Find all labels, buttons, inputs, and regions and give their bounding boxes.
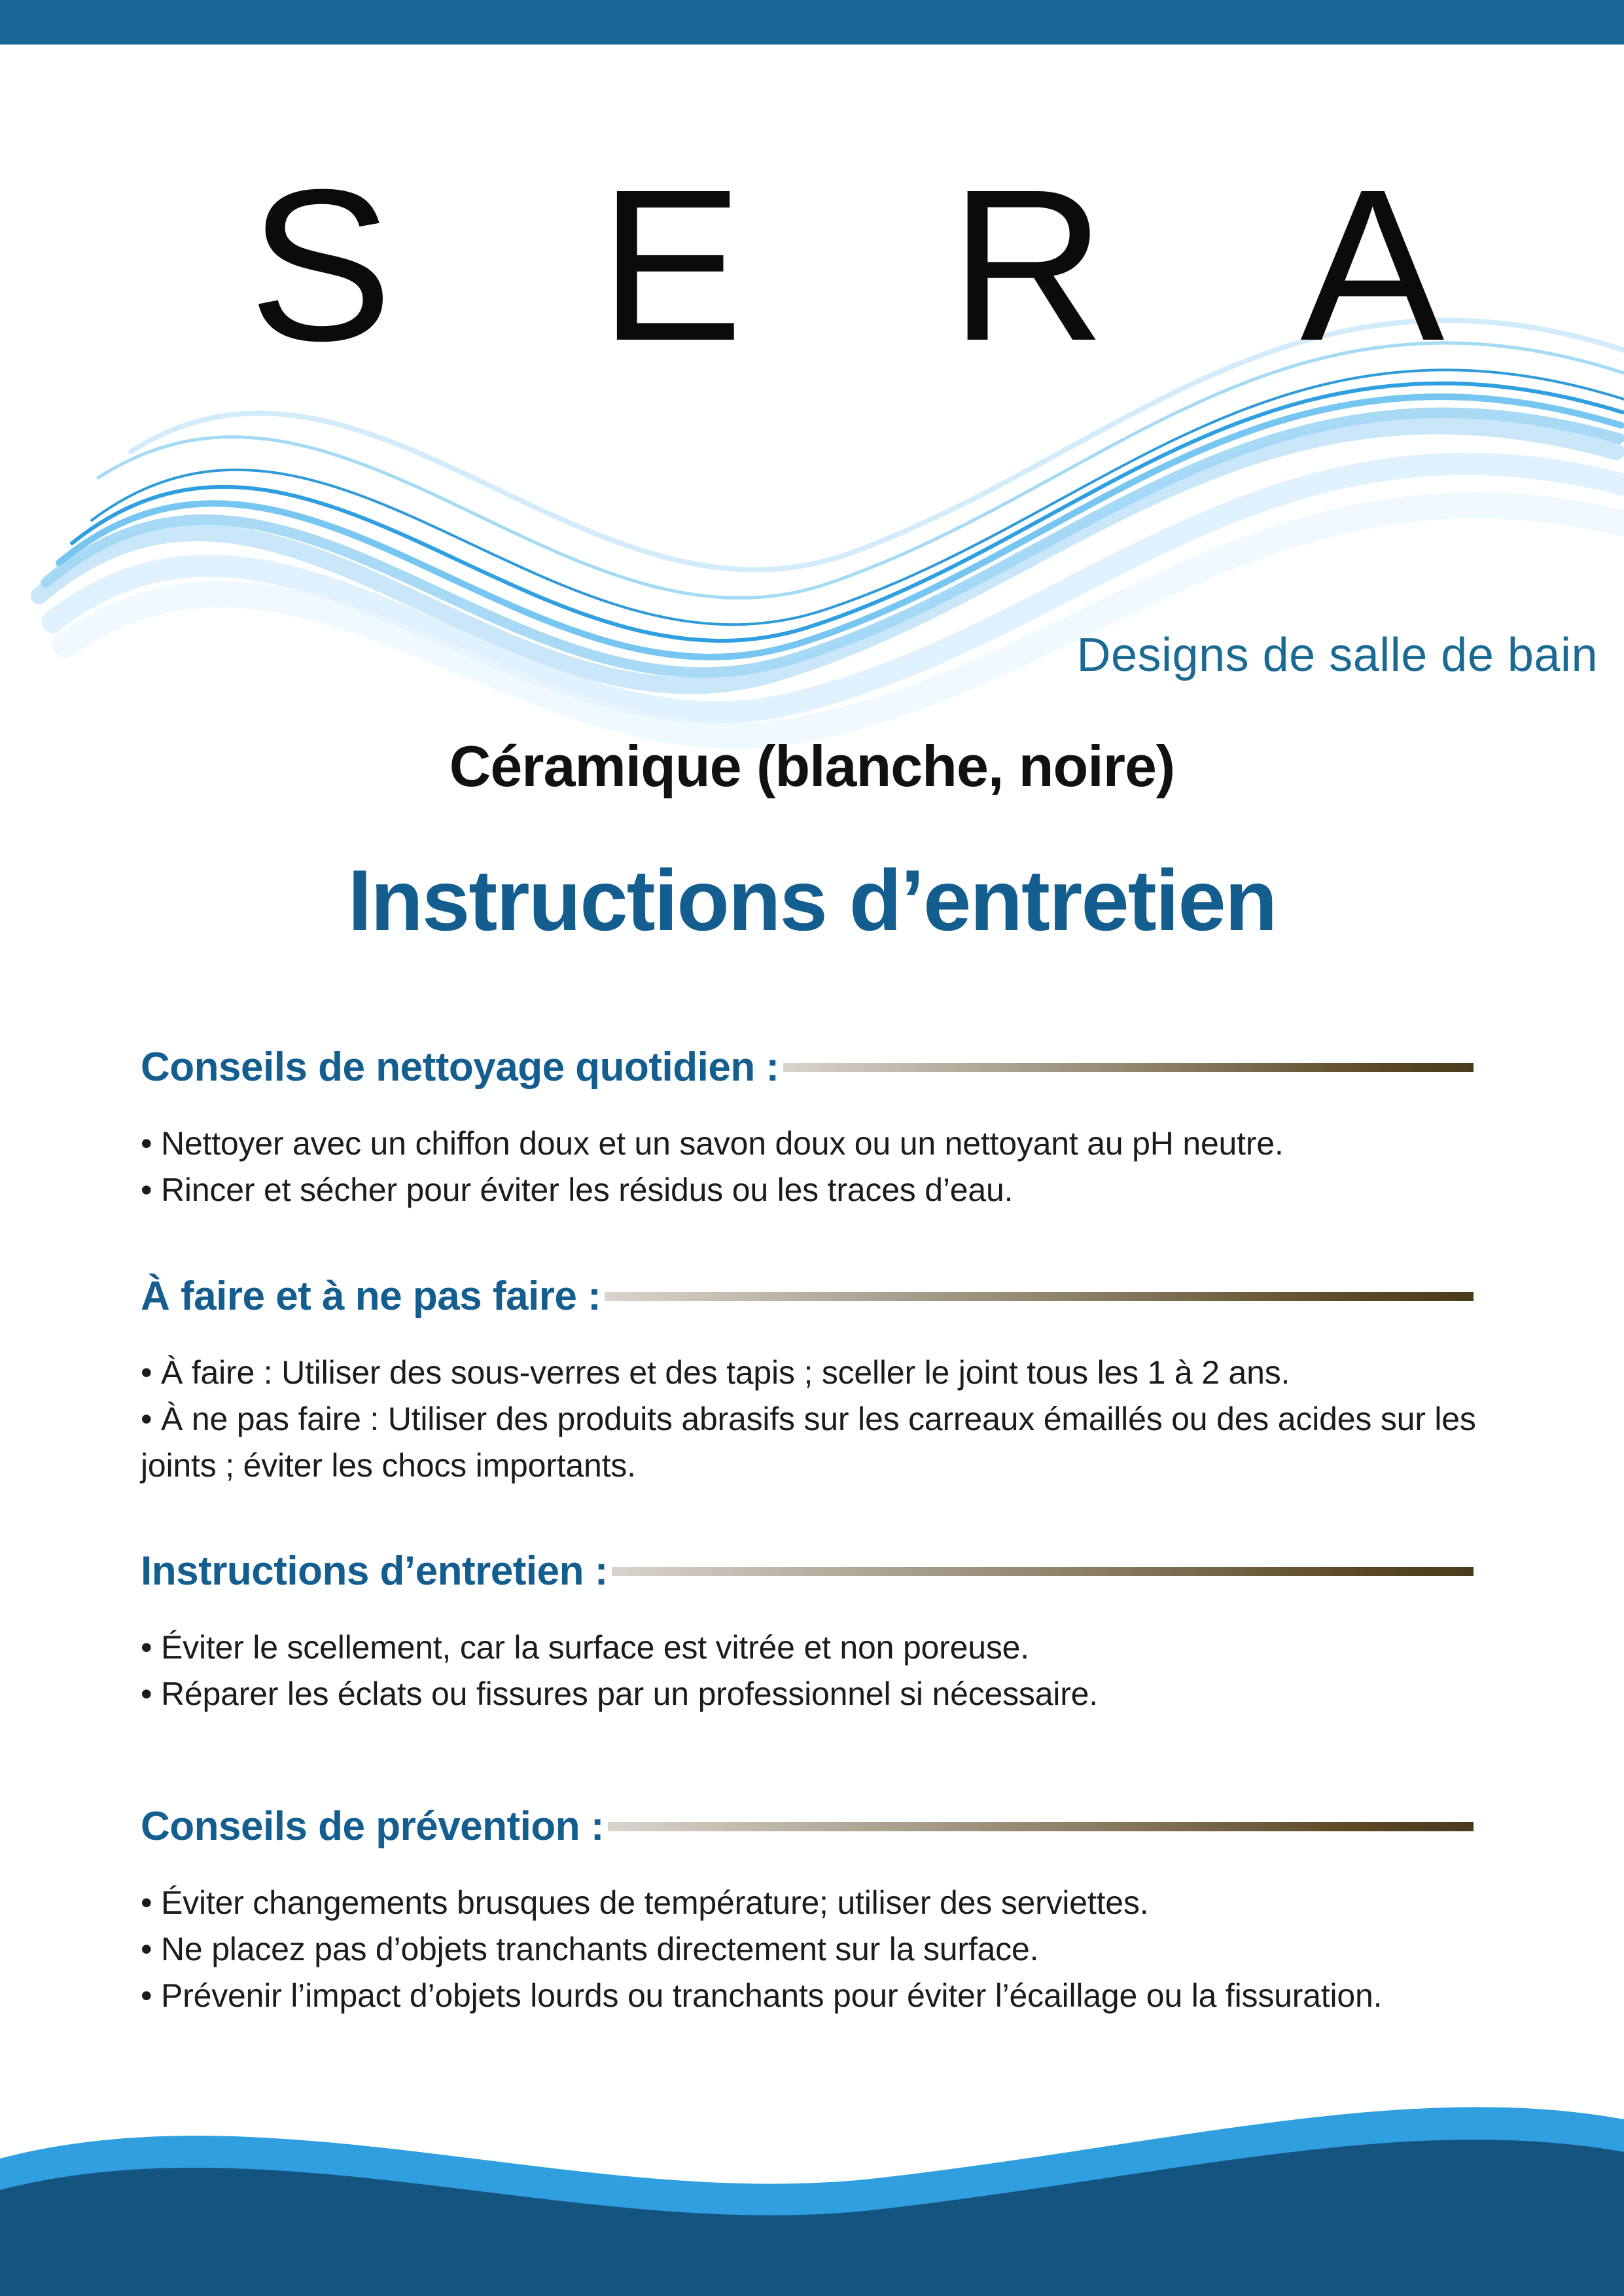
section-header-row [0, 1044, 1624, 1090]
section-header-row [0, 1803, 1624, 1850]
section-dos-and-donts [0, 1273, 1624, 1489]
list-item: • Nettoyer avec un chiffon doux et un savon doux ou un nettoyant au pH neutre. [141, 1125, 1284, 1162]
brand-tagline: Designs de salle de bain [1076, 629, 1598, 681]
section-body [0, 1350, 1624, 1489]
list-item: • Rincer et sécher pour éviter les résidus ou les traces d’eau. [141, 1172, 1014, 1208]
section-heading: Instructions d’entretien : [141, 1549, 608, 1594]
section-prevention-tips [0, 1803, 1624, 2019]
footer-wave-graphic [0, 2080, 1624, 2296]
section-heading: Conseils de nettoyage quotidien : [141, 1045, 779, 1090]
section-header-row [0, 1548, 1624, 1594]
section-body [0, 1624, 1624, 1717]
section-body [0, 1880, 1624, 2019]
list-item: • Éviter changements brusques de température; utiliser des serviettes. [141, 1884, 1149, 1921]
section-heading: À faire et à ne pas faire : [141, 1274, 601, 1319]
section-heading: Conseils de prévention : [141, 1804, 605, 1849]
page-title: Instructions d’entretien [347, 852, 1277, 948]
section-daily-cleaning [0, 1044, 1624, 1213]
list-item: • À faire : Utiliser des sous-verres et des tapis ; sceller le joint tous les 1 à 2 ans. [141, 1354, 1290, 1391]
section-body [0, 1121, 1624, 1213]
list-item: • Réparer les éclats ou fissures par un professionnel si nécessaire. [141, 1676, 1098, 1712]
brand-logo-text: S E R A [249, 144, 1518, 386]
list-item: • À ne pas faire : Utiliser des produits abrasifs sur les carreaux émaillés ou des acides sur les joints ; éviter les chocs importants. [141, 1401, 1476, 1484]
product-subtitle: Céramique (blanche, noire) [449, 734, 1175, 798]
list-item: • Prévenir l’impact d’objets lourds ou tranchants pour éviter l’écaillage ou la fissuration. [141, 1977, 1383, 2014]
section-rule [608, 1822, 1474, 1831]
list-item: • Ne placez pas d’objets tranchants directement sur la surface. [141, 1931, 1039, 1967]
list-item: • Éviter le scellement, car la surface est vitrée et non poreuse. [141, 1629, 1029, 1666]
section-rule [783, 1063, 1474, 1072]
section-rule [612, 1567, 1474, 1576]
section-maintenance-instructions [0, 1548, 1624, 1717]
top-accent-bar [0, 0, 1624, 45]
section-header-row [0, 1273, 1624, 1319]
section-rule [605, 1292, 1474, 1301]
